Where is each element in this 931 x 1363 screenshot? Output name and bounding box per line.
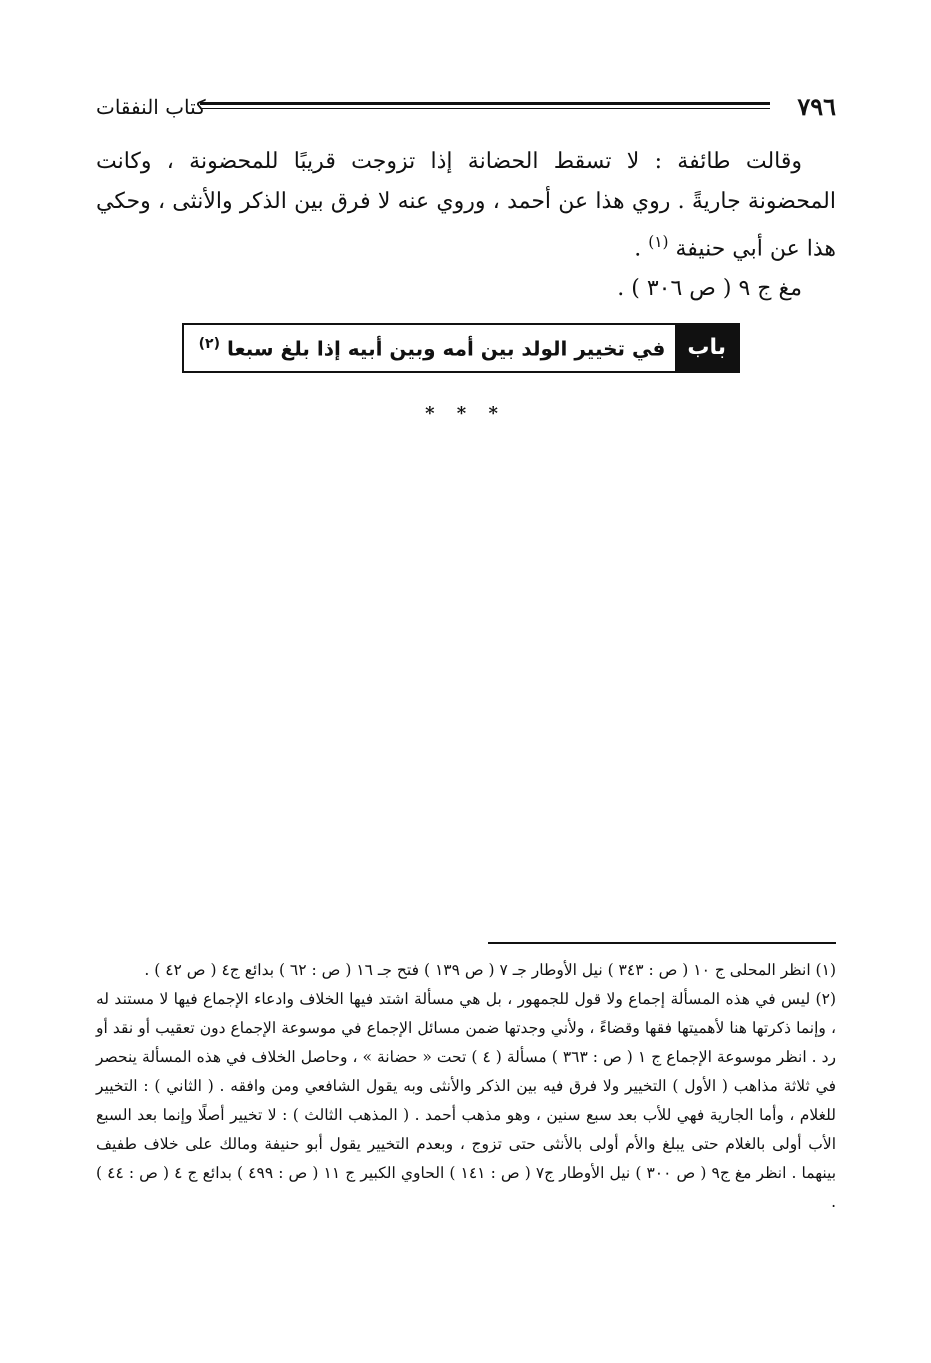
book-title: كتاب النفقات xyxy=(96,95,206,119)
section-separator: * * * xyxy=(425,403,506,424)
footnote-1: (١) انظر المحلى ج ١٠ ( ص : ٣٤٣ ) نيل الأوطار جـ ٧ ( ص ١٣٩ ) فتح جـ ١٦ ( ص : ٦٢ ) بدائع ج٤ ( ص ٤٢ ) . xyxy=(144,961,836,979)
footnote-marker-1: (١) xyxy=(648,233,669,251)
source-reference: مغ ج ٩ ( ص ٣٠٦ ) . xyxy=(617,276,802,302)
footnotes xyxy=(96,956,836,1217)
body-paragraph xyxy=(96,142,836,269)
paragraph-end: . xyxy=(634,236,649,262)
main-text xyxy=(96,142,836,309)
footnote-rule xyxy=(488,942,836,944)
chapter-title xyxy=(199,336,676,361)
footnote-marker-2: (٢) xyxy=(198,335,220,352)
chapter-heading xyxy=(182,323,740,373)
header-rule xyxy=(200,102,770,109)
page-header xyxy=(96,92,836,122)
chapter-title-text: في تخيير الولد بين أمه وبين أبيه إذا بلغ سبعا xyxy=(226,336,666,361)
page-number: ٧٩٦ xyxy=(797,92,836,121)
chapter-label: باب xyxy=(675,325,738,371)
footnote-2: (٢) ليس في هذه المسألة إجماع ولا قول للجمهور ، بل هي مسألة اشتد فيها الخلاف وادعاء الإجماع فيها لا مستند له ، وإنما ذكرتها هنا لأهميتها فقها وقضاءً ، ولأني وجدتها ضمن مسائل الإجماع في موسوعة الإجماع دون تعقيب أو نقد أو رد . انظر موسوعة الإجماع ج ١ ( ص : ٣٦٣ ) مسألة ( ٤ ) تحت « حضانة » ، وحاصل الخلاف في هذه المسألة ينحصر في ثلاثة مذاهب ( الأول ) التخيير ولا فرق فيه بين الذكر والأنثى وبه يقول الشافعي ومن وافقه . ( الثاني ) : التخيير للغلام ، وأما الجارية فهي للأب بعد سبع سنين ، وهو مذهب أحمد . ( المذهب الثالث ) : لا تخيير أصلًا وإنما بعد السبع الأب أولى بالغلام حتى يبلغ والأم أولى بالأنثى حتى تزوج ، وبعدم التخيير يقول أبو حنيفة ومالك على خلاف طفيف بينهما . انظر مغ ج٩ ( ص ٣٠٠ ) نيل الأوطار ج٧ ( ص : ١٤١ ) الحاوي الكبير ج ١١ ( ص : ٤٩٩ ) بدائع ج ٤ ( ص : ٤٤ ) . xyxy=(96,990,837,1211)
paragraph-text: وقالت طائفة : لا تسقط الحضانة إذا تزوجت قريبًا للمحضونة ، وكانت المحضونة جاريةً . روي هذا عن أحمد ، وروي عنه لا فرق بين الذكر والأنثى ، وحكي هذا عن أبي حنيفة xyxy=(96,149,836,262)
